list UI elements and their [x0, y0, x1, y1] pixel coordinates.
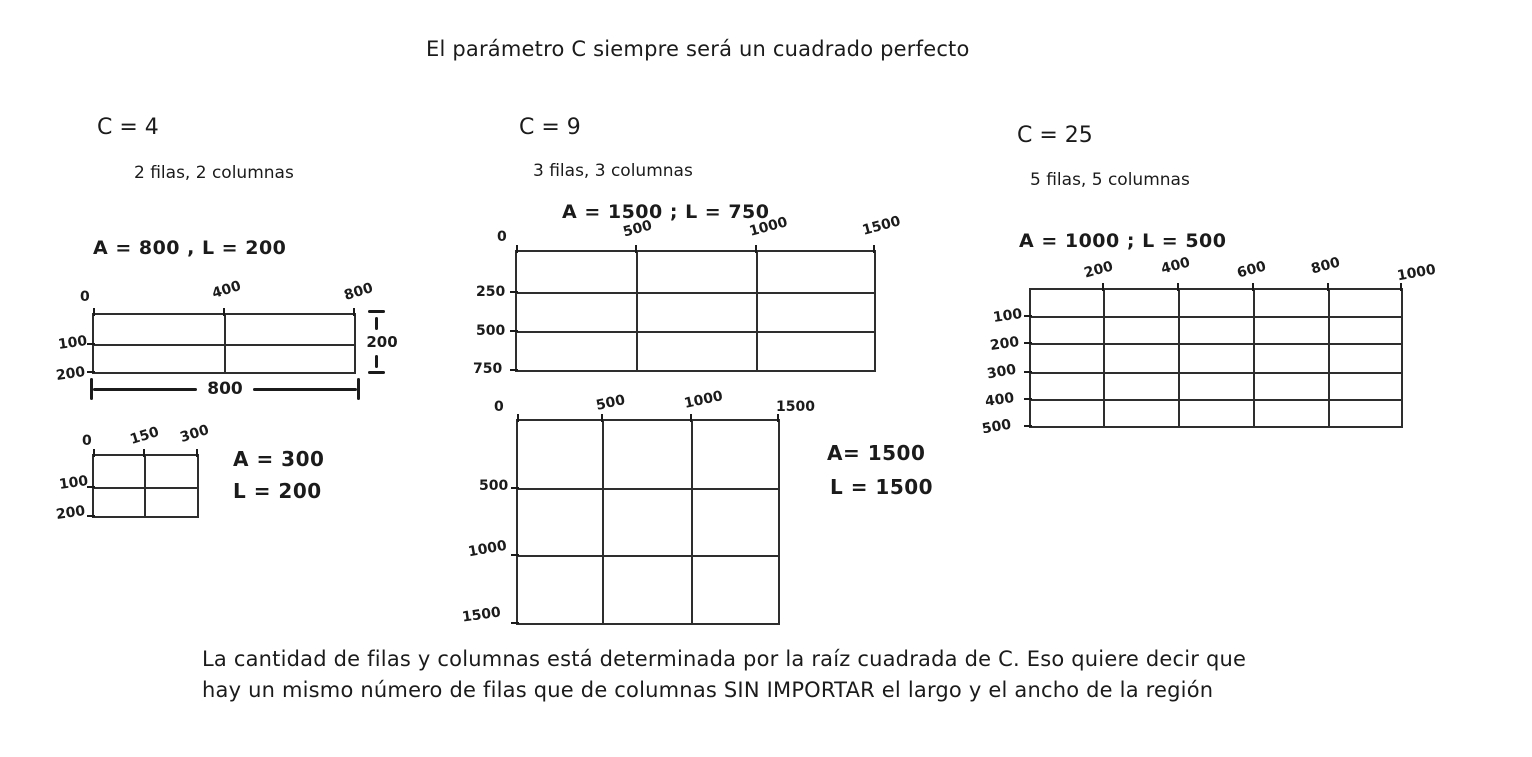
grid-line	[602, 421, 604, 623]
c4-grid-2x2-small	[55, 422, 211, 523]
tick-label: 500	[621, 217, 654, 241]
tick-label: 400	[1159, 254, 1192, 278]
c9-dims-label: 3 filas, 3 columnas	[533, 161, 693, 181]
tick-label: 300	[178, 422, 211, 446]
tick-label: 100	[57, 333, 89, 353]
grid-line	[144, 456, 146, 516]
tick-mark	[511, 622, 519, 624]
tick-label: 1500	[776, 399, 815, 415]
tick-label: 0	[494, 399, 504, 415]
tick-label: 1000	[466, 537, 509, 561]
tick-mark	[93, 449, 95, 457]
brace-segment	[375, 317, 378, 330]
c25-value-label: C = 25	[1017, 123, 1093, 148]
tick-mark	[635, 245, 637, 253]
tick-label: 500	[980, 416, 1013, 438]
footer-line-1: La cantidad de filas y columnas está determinada por la raíz cuadrada de C. Eso quiere decir que	[202, 647, 1247, 671]
tick-label: 800	[342, 280, 375, 304]
tick-label: 1500	[860, 213, 903, 239]
c9-grid1-params-label: A = 1500 ; L = 750	[562, 201, 770, 223]
c4-grid1-params-label: A = 800 , L = 200	[93, 237, 287, 259]
grid-line	[517, 331, 874, 333]
tick-mark	[196, 449, 198, 457]
tick-label: 400	[984, 390, 1016, 410]
c4-width-brace-label: 800	[207, 379, 243, 399]
tick-mark	[777, 414, 779, 422]
brace-cap	[357, 378, 360, 400]
page-title: El parámetro C siempre será un cuadrado perfecto	[426, 37, 970, 61]
tick-label: 100	[992, 306, 1024, 326]
footer-note	[202, 644, 1246, 706]
grid-line	[1031, 399, 1401, 401]
c25-dims-label: 5 filas, 5 columnas	[1030, 170, 1190, 190]
c4-grid-2x2-main	[55, 278, 375, 384]
tick-mark	[223, 308, 225, 316]
grid-line	[1178, 290, 1180, 426]
grid-line	[1103, 290, 1105, 426]
c25-grid1-params-label: A = 1000 ; L = 500	[1019, 230, 1227, 252]
tick-label: 1000	[682, 388, 725, 412]
c4-dims-label: 2 filas, 2 columnas	[134, 163, 294, 183]
footer-line-2: hay un mismo número de filas que de columnas SIN IMPORTAR el largo y el ancho de la región	[202, 678, 1214, 702]
tick-mark	[143, 449, 145, 457]
brace-cap	[368, 310, 385, 313]
tick-mark	[1024, 371, 1032, 373]
tick-mark	[511, 554, 519, 556]
tick-mark	[511, 487, 519, 489]
tick-mark	[510, 291, 518, 293]
tick-label: 200	[55, 503, 87, 523]
tick-mark	[87, 515, 95, 517]
tick-label: 150	[128, 424, 161, 448]
grid-line	[1328, 290, 1330, 426]
grid-line	[94, 344, 354, 346]
grid-line	[636, 252, 638, 370]
grid-line	[1031, 372, 1401, 374]
brace-segment	[93, 388, 197, 391]
tick-label: 0	[80, 289, 90, 305]
tick-label: 0	[82, 433, 92, 449]
tick-mark	[873, 245, 875, 253]
tick-mark	[601, 414, 603, 422]
tick-mark	[93, 308, 95, 316]
grid-line	[1031, 316, 1401, 318]
tick-label: 0	[497, 229, 507, 245]
c4-height-brace	[358, 310, 398, 374]
tick-label: 800	[1309, 254, 1342, 278]
tick-mark	[87, 371, 95, 373]
grid-line	[518, 555, 778, 557]
tick-mark	[510, 369, 518, 371]
c9-grid2-area-label: A= 1500	[827, 441, 926, 465]
tick-mark	[516, 245, 518, 253]
tick-label: 1000	[747, 214, 790, 240]
grid-line	[1031, 343, 1401, 345]
tick-label: 1000	[1395, 261, 1438, 285]
tick-label: 200	[55, 364, 87, 384]
tick-label: 250	[476, 284, 506, 300]
tick-mark	[517, 414, 519, 422]
tick-mark	[1327, 283, 1329, 291]
tick-mark	[353, 308, 355, 316]
tick-label: 500	[479, 478, 509, 494]
c4-value-label: C = 4	[97, 115, 159, 140]
c4-grid2-area-label: A = 300	[233, 447, 325, 471]
grid-line	[94, 487, 197, 489]
tick-label: 600	[1235, 258, 1268, 282]
tick-mark	[1177, 283, 1179, 291]
c9-grid-3x3-wide	[473, 213, 903, 377]
tick-mark	[755, 245, 757, 253]
c9-grid-3x3-square	[461, 388, 815, 626]
brace-cap	[368, 371, 385, 374]
c4-height-brace-label: 200	[366, 333, 398, 351]
c9-grid2-length-label: L = 1500	[830, 475, 934, 499]
tick-mark	[690, 414, 692, 422]
tick-label: 750	[473, 361, 503, 377]
tick-mark	[1252, 283, 1254, 291]
c4-grid2-length-label: L = 200	[233, 479, 322, 503]
tick-label: 300	[985, 361, 1018, 383]
grid-line	[756, 252, 758, 370]
tick-mark	[87, 343, 95, 345]
brace-segment	[253, 388, 357, 391]
tick-label: 200	[989, 334, 1021, 354]
tick-label: 100	[58, 473, 90, 493]
tick-label: 500	[476, 323, 506, 339]
tick-label: 400	[210, 278, 243, 302]
tick-mark	[1024, 398, 1032, 400]
tick-mark	[1024, 425, 1032, 427]
c9-value-label: C = 9	[519, 115, 581, 140]
grid-line	[517, 292, 874, 294]
grid-line	[1253, 290, 1255, 426]
tick-mark	[1024, 342, 1032, 344]
grid-line	[518, 488, 778, 490]
tick-mark	[1400, 283, 1402, 291]
c4-width-brace	[90, 376, 360, 402]
tick-label: 200	[1082, 258, 1115, 282]
tick-mark	[1024, 315, 1032, 317]
tick-label: 500	[594, 392, 627, 414]
tick-mark	[1102, 283, 1104, 291]
tick-mark	[510, 330, 518, 332]
grid-line	[691, 421, 693, 623]
tick-label: 1500	[461, 604, 502, 626]
brace-segment	[375, 355, 378, 368]
c25-grid-5x5	[980, 254, 1438, 438]
